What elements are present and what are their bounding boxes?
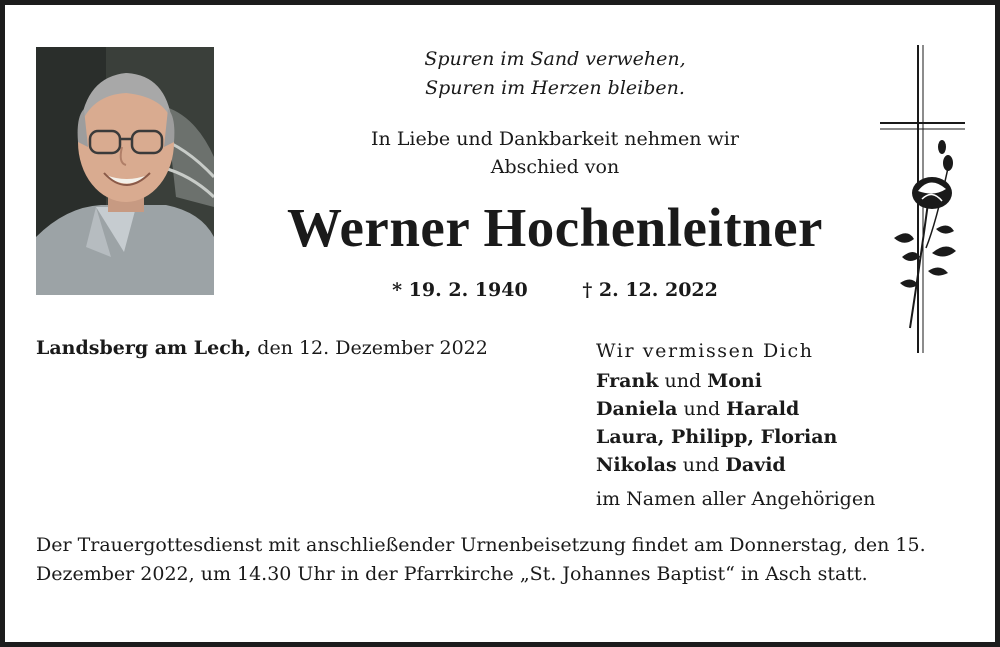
life-dates [220,277,890,303]
mourners-heading: Wir vermissen Dich [596,340,814,362]
portrait-photo [36,47,214,295]
place-name: Landsberg am Lech, [36,337,252,359]
birth-date: * 19. 2. 1940 [392,279,528,301]
funeral-service-text: Der Trauergottesdienst mit anschließender Urnenbeisetzung findet am Donnerstag, den 15. Dezember 2022, um 14.30 Uhr in der Pfarrkirche „St. Johannes Baptist“ in Asch statt. [36,534,926,585]
cross-with-rose-icon [870,43,970,355]
farewell-intro [220,125,890,181]
intro-line-1: In Liebe und Dankbarkeit nehmen wir [371,128,739,150]
mourner-joiner: und [683,398,721,420]
mourner-name: Daniela [596,398,678,420]
mourner-name: Harald [726,398,800,420]
mourners-block [596,337,875,513]
mourner-name: Moni [707,370,762,392]
mourner-row [596,367,875,395]
mourner-row [596,423,875,451]
mourner-joiner: und [664,370,702,392]
mourner-name: Nikolas [596,454,677,476]
mourner-name: Frank [596,370,659,392]
mourner-joiner: und [682,454,720,476]
motto-line-2: Spuren im Herzen bleiben. [425,77,685,99]
deceased-name: Werner Hochenleitner [287,197,823,258]
death-date: † 2. 12. 2022 [582,279,718,301]
mourner-row [596,451,875,479]
motto [220,45,890,103]
place-and-date [36,335,488,361]
mourner-name: Laura, Philipp, Florian [596,426,838,448]
mourner-row [596,395,875,423]
intro-line-2: Abschied von [490,156,620,178]
mourner-name: David [725,454,786,476]
motto-line-1: Spuren im Sand verwehen, [424,48,686,70]
notice-date: den 12. Dezember 2022 [257,337,488,359]
mourners-closing: im Namen aller Angehörigen [596,488,876,510]
